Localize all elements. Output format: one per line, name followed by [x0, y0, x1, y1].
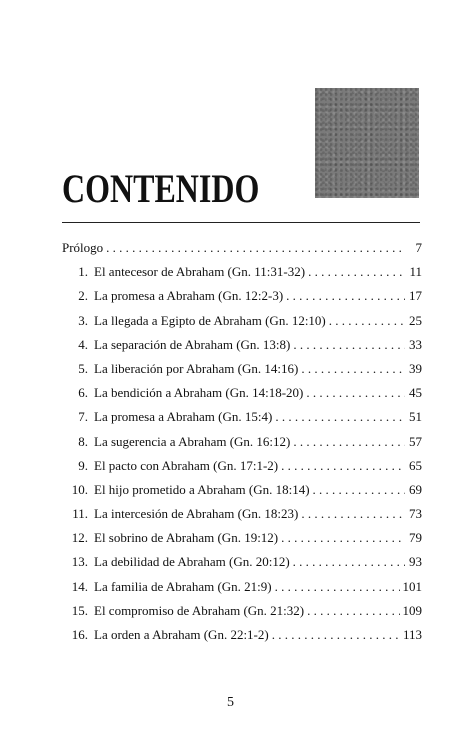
dot-leader — [293, 430, 405, 454]
dot-leader — [293, 333, 405, 357]
table-of-contents — [62, 236, 422, 647]
toc-entry — [62, 284, 422, 308]
toc-entry-label: La intercesión de Abraham (Gn. 18:23) — [94, 506, 299, 522]
dot-leader — [286, 284, 405, 308]
toc-entry-page: 17 — [409, 288, 422, 304]
toc-entry — [62, 454, 422, 478]
toc-entry-number: 2. — [78, 288, 88, 304]
toc-entry-page: 39 — [409, 360, 422, 376]
dot-leader — [313, 478, 405, 502]
toc-entry-page: 109 — [402, 602, 422, 618]
toc-entry-page: 45 — [409, 385, 422, 401]
toc-entry — [62, 309, 422, 333]
dot-leader — [301, 357, 405, 381]
toc-entry — [62, 599, 422, 623]
page-title: CONTENIDO — [62, 166, 260, 211]
dot-leader — [275, 405, 405, 429]
toc-entry-page: 65 — [409, 457, 422, 473]
toc-entry-number: 12. — [71, 530, 88, 546]
toc-entry-number: 1. — [78, 264, 88, 280]
dot-leader — [301, 502, 405, 526]
dot-leader — [308, 260, 405, 284]
toc-entry-number: 5. — [78, 360, 88, 376]
toc-entry-label: Prólogo — [62, 240, 104, 255]
dot-leader — [106, 236, 405, 260]
toc-entry-number: 10. — [71, 481, 88, 497]
toc-entry-number: 8. — [78, 433, 88, 449]
toc-entry — [62, 381, 422, 405]
toc-entry-page: 25 — [409, 312, 422, 328]
toc-entry-page: 93 — [409, 554, 422, 570]
toc-entry-prologue — [62, 236, 422, 260]
toc-entry — [62, 478, 422, 502]
toc-entry — [62, 260, 422, 284]
title-rule — [62, 222, 420, 223]
page-number: 5 — [227, 695, 234, 710]
toc-entry-number: 4. — [78, 336, 88, 352]
toc-entry-number: 9. — [78, 457, 88, 473]
toc-entry — [62, 526, 422, 550]
decorative-gray-block — [315, 88, 419, 198]
toc-entry-page: 113 — [402, 627, 422, 642]
toc-entry — [62, 333, 422, 357]
dot-leader — [272, 623, 400, 647]
toc-entry-label: La llegada a Egipto de Abraham (Gn. 12:10) — [94, 312, 326, 328]
toc-entry-label: La familia de Abraham (Gn. 21:9) — [94, 578, 272, 594]
toc-entry-page: 69 — [409, 481, 422, 497]
toc-entry-number: 7. — [78, 409, 88, 425]
toc-entry-number: 6. — [78, 385, 88, 401]
toc-entry-page: 73 — [409, 506, 422, 522]
toc-entry-label: La promesa a Abraham (Gn. 12:2-3) — [94, 288, 284, 304]
toc-entry-label: La liberación por Abraham (Gn. 14:16) — [94, 360, 299, 376]
dot-leader — [293, 550, 405, 574]
toc-entry-page: 79 — [409, 530, 422, 546]
toc-entry-label: El hijo prometido a Abraham (Gn. 18:14) — [94, 481, 310, 497]
toc-entry-number: 13. — [71, 554, 88, 570]
dot-leader — [307, 599, 399, 623]
toc-entry-label: El sobrino de Abraham (Gn. 19:12) — [94, 530, 279, 546]
dot-leader — [306, 381, 405, 405]
dot-leader — [275, 575, 400, 599]
toc-entry-label: El compromiso de Abraham (Gn. 21:32) — [94, 602, 305, 618]
toc-entry-number: 15. — [71, 602, 88, 618]
dot-leader — [329, 309, 405, 333]
toc-entry-page: 101 — [402, 578, 422, 594]
toc-entry-number: 11. — [72, 506, 88, 522]
toc-entry — [62, 550, 422, 574]
toc-entry-number: 3. — [78, 312, 88, 328]
toc-entry-page: 57 — [409, 433, 422, 449]
toc-entry-label: La separación de Abraham (Gn. 13:8) — [94, 336, 291, 352]
toc-entry-number: 14. — [71, 578, 88, 594]
toc-entry — [62, 575, 422, 599]
dot-leader — [281, 454, 405, 478]
dot-leader — [281, 526, 405, 550]
toc-entry-page: 51 — [409, 409, 422, 425]
toc-entry-page: 7 — [415, 240, 422, 255]
toc-entry-label: La orden a Abraham (Gn. 22:1-2) — [94, 627, 269, 642]
toc-entry — [62, 357, 422, 381]
toc-entry-label: El antecesor de Abraham (Gn. 11:31-32) — [94, 264, 306, 280]
toc-entry-label: El pacto con Abraham (Gn. 17:1-2) — [94, 457, 279, 473]
toc-entry — [62, 405, 422, 429]
toc-entry-page: 33 — [409, 336, 422, 352]
toc-entry-label: La sugerencia a Abraham (Gn. 16:12) — [94, 433, 291, 449]
toc-entry — [62, 623, 422, 647]
toc-entries — [62, 260, 422, 647]
toc-entry-label: La bendición a Abraham (Gn. 14:18-20) — [94, 385, 304, 401]
toc-entry-number: 16. — [71, 627, 88, 642]
toc-entry-label: La debilidad de Abraham (Gn. 20:12) — [94, 554, 290, 570]
toc-entry — [62, 502, 422, 526]
toc-entry — [62, 430, 422, 454]
toc-entry-page: 11 — [409, 264, 422, 280]
toc-entry-label: La promesa a Abraham (Gn. 15:4) — [94, 409, 273, 425]
